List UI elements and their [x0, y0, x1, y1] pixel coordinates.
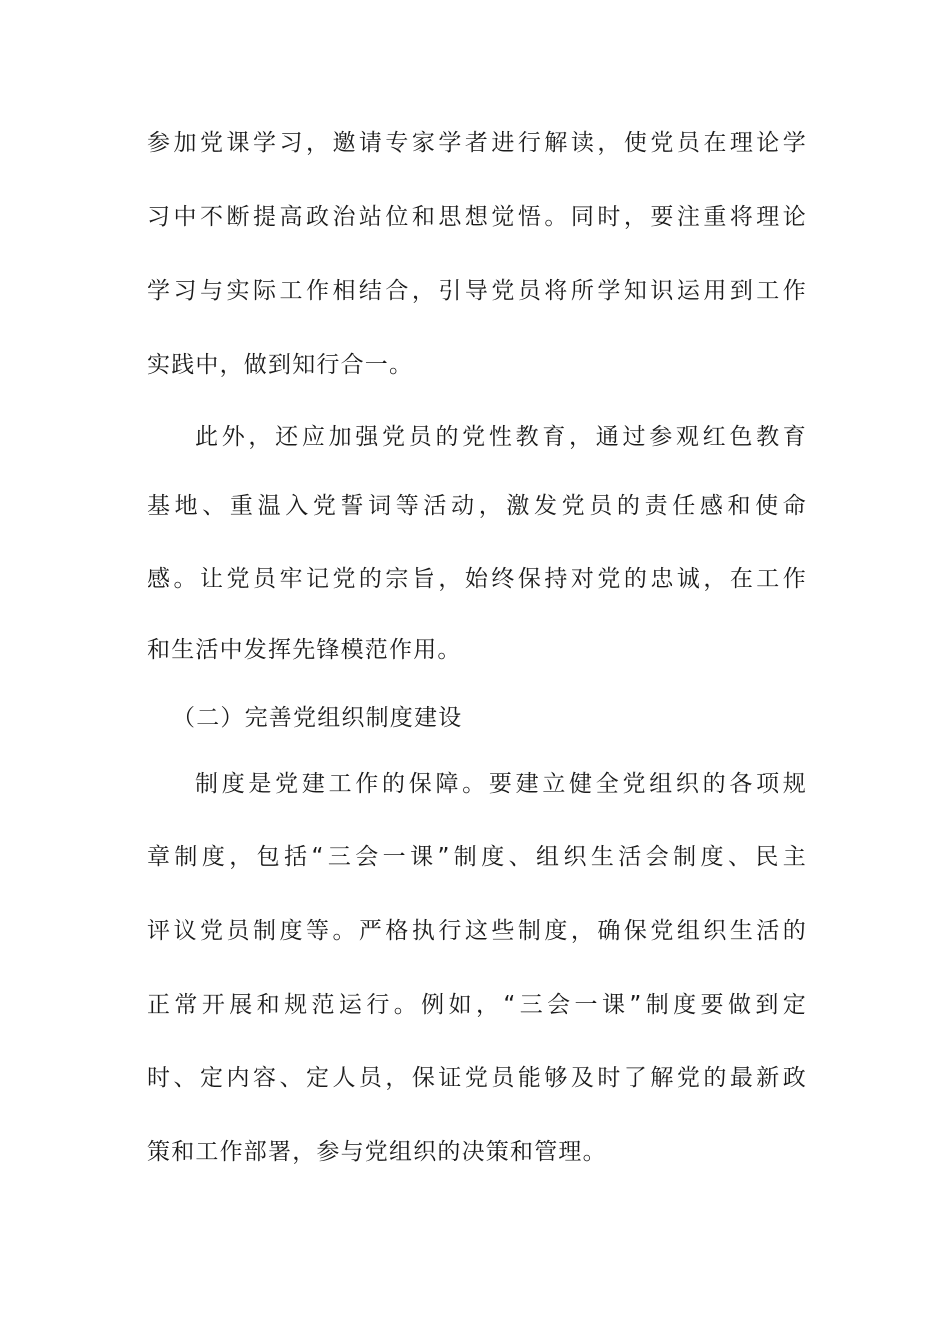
paragraph-line: 正常开展和规范运行。例如，“三会一课”制度要做到定 — [147, 992, 807, 1018]
paragraph-line: 感。让党员牢记党的宗旨，始终保持对党的忠诚，在工作 — [147, 566, 807, 592]
paragraph-line: 评议党员制度等。严格执行这些制度，确保党组织生活的 — [147, 918, 807, 944]
section-heading: （二）完善党组织制度建设 — [172, 705, 463, 731]
paragraph-line: 制度是党建工作的保障。要建立健全党组织的各项规 — [195, 771, 807, 797]
paragraph-line: 习中不断提高政治站位和思想觉悟。同时，要注重将理论 — [147, 204, 807, 230]
paragraph-line: 策和工作部署，参与党组织的决策和管理。 — [147, 1139, 607, 1165]
paragraph-line: 此外，还应加强党员的党性教育，通过参观红色教育 — [195, 424, 807, 450]
paragraph-line: 学习与实际工作相结合，引导党员将所学知识运用到工作 — [147, 278, 807, 304]
paragraph-line: 和生活中发挥先锋模范作用。 — [147, 637, 462, 663]
paragraph-line: 参加党课学习，邀请专家学者进行解读，使党员在理论学 — [147, 130, 807, 156]
paragraph-line: 章制度，包括“三会一课”制度、组织生活会制度、民主 — [147, 844, 807, 870]
paragraph-line: 实践中，做到知行合一。 — [147, 352, 414, 378]
paragraph-line: 时、定内容、定人员，保证党员能够及时了解党的最新政 — [147, 1065, 807, 1091]
paragraph-line: 基地、重温入党誓词等活动，激发党员的责任感和使命 — [147, 493, 807, 519]
